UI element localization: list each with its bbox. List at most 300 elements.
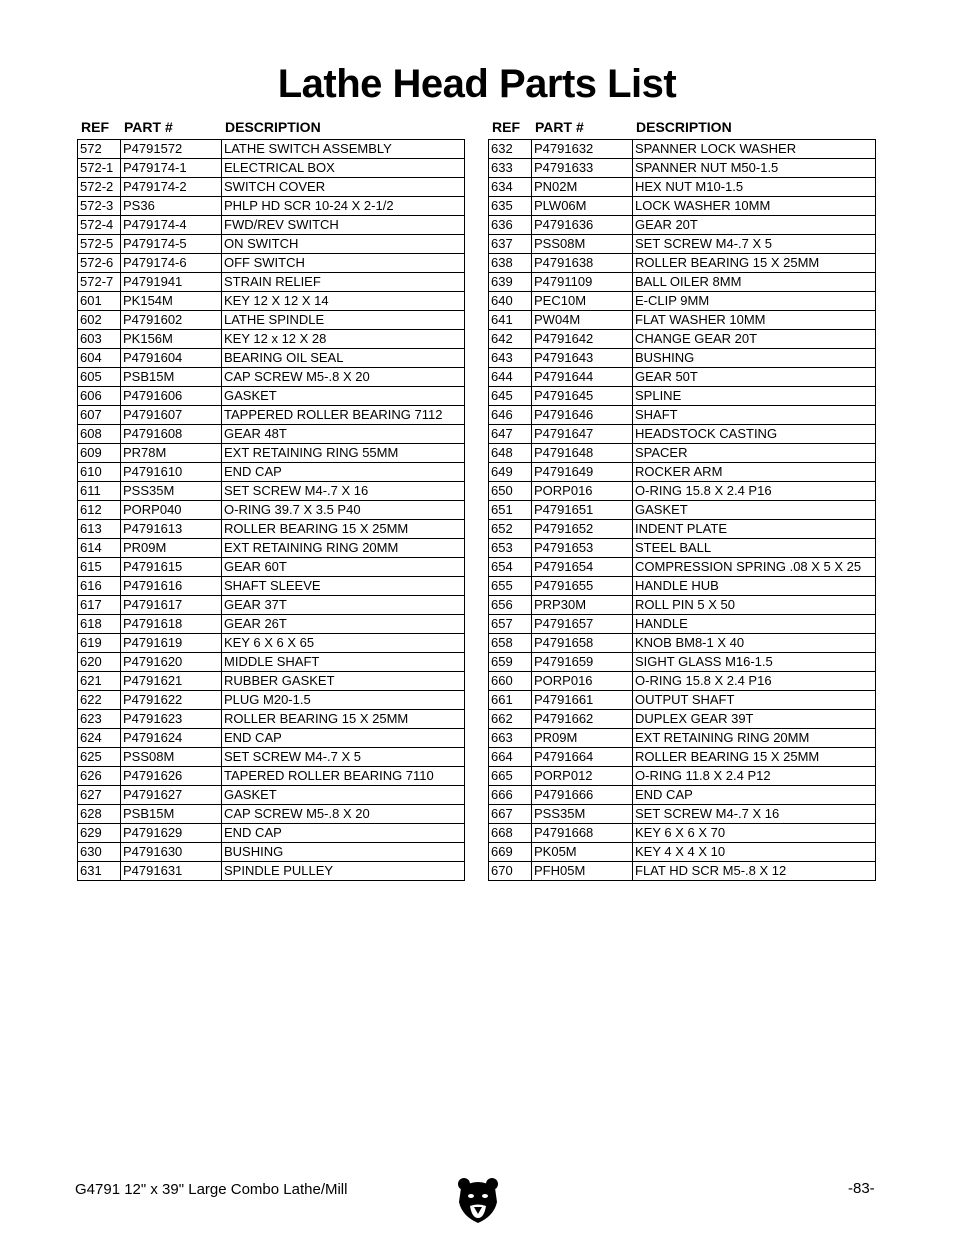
- description-cell: BEARING OIL SEAL: [224, 350, 344, 365]
- ref-cell: 606: [78, 387, 121, 405]
- part-header: PART #: [535, 119, 584, 135]
- table-row: [489, 786, 875, 805]
- part-number-cell: PSS08M: [121, 748, 222, 766]
- description-cell: FWD/REV SWITCH: [224, 217, 339, 232]
- table-row: [78, 558, 464, 577]
- ref-cell: 609: [78, 444, 121, 462]
- part-number-cell: PORP016: [532, 672, 633, 690]
- part-number-cell: P4791646: [532, 406, 633, 424]
- ref-cell: 604: [78, 349, 121, 367]
- description-cell: HANDLE HUB: [635, 578, 719, 593]
- part-number-cell: P4791655: [532, 577, 633, 595]
- description-cell: OFF SWITCH: [224, 255, 305, 270]
- description-cell: GEAR 37T: [224, 597, 287, 612]
- part-number-cell: P4791606: [121, 387, 222, 405]
- table-row: [78, 273, 464, 292]
- ref-cell: 624: [78, 729, 121, 747]
- ref-cell: 632: [489, 140, 532, 158]
- ref-cell: 623: [78, 710, 121, 728]
- table-row: [78, 653, 464, 672]
- ref-cell: 645: [489, 387, 532, 405]
- part-number-cell: P4791657: [532, 615, 633, 633]
- part-header: PART #: [124, 119, 173, 135]
- ref-cell: 622: [78, 691, 121, 709]
- ref-cell: 603: [78, 330, 121, 348]
- part-number-cell: P479174-6: [121, 254, 222, 272]
- part-number-cell: PORP040: [121, 501, 222, 519]
- ref-cell: 572-1: [78, 159, 121, 177]
- table-row: [78, 577, 464, 596]
- part-number-cell: P4791608: [121, 425, 222, 443]
- page-title: Lathe Head Parts List: [277, 62, 677, 106]
- table-row: [489, 577, 875, 596]
- part-number-cell: P4791666: [532, 786, 633, 804]
- description-cell: GASKET: [224, 787, 277, 802]
- ref-cell: 611: [78, 482, 121, 500]
- ref-cell: 657: [489, 615, 532, 633]
- ref-cell: 670: [489, 862, 532, 880]
- description-cell: RUBBER GASKET: [224, 673, 335, 688]
- page-number: -83-: [848, 1180, 875, 1197]
- ref-cell: 627: [78, 786, 121, 804]
- part-number-cell: P4791624: [121, 729, 222, 747]
- ref-cell: 666: [489, 786, 532, 804]
- ref-cell: 610: [78, 463, 121, 481]
- part-number-cell: P4791618: [121, 615, 222, 633]
- part-number-cell: PSB15M: [121, 368, 222, 386]
- part-number-cell: P4791616: [121, 577, 222, 595]
- ref-cell: 620: [78, 653, 121, 671]
- table-row: [78, 216, 464, 235]
- part-number-cell: PR09M: [532, 729, 633, 747]
- description-cell: LOCK WASHER 10MM: [635, 198, 771, 213]
- description-cell: STRAIN RELIEF: [224, 274, 321, 289]
- description-cell: LATHE SPINDLE: [224, 312, 325, 327]
- part-number-cell: P4791941: [121, 273, 222, 291]
- description-cell: HANDLE: [635, 616, 688, 631]
- ref-cell: 664: [489, 748, 532, 766]
- ref-header: REF: [81, 119, 109, 135]
- table-row: [489, 387, 875, 406]
- table-row: [489, 178, 875, 197]
- description-cell: KEY 6 X 6 X 70: [635, 825, 726, 840]
- description-cell: ELECTRICAL BOX: [224, 160, 335, 175]
- table-row: [489, 349, 875, 368]
- ref-cell: 618: [78, 615, 121, 633]
- part-number-cell: P4791661: [532, 691, 633, 709]
- ref-cell: 602: [78, 311, 121, 329]
- part-number-cell: P4791642: [532, 330, 633, 348]
- description-cell: END CAP: [224, 464, 282, 479]
- description-cell: KEY 12 x 12 X 28: [224, 331, 327, 346]
- table-body: [77, 139, 465, 881]
- ref-cell: 663: [489, 729, 532, 747]
- ref-cell: 612: [78, 501, 121, 519]
- table-row: [78, 729, 464, 748]
- part-number-cell: PK05M: [532, 843, 633, 861]
- description-cell: O-RING 15.8 X 2.4 P16: [635, 673, 772, 688]
- table-row: [78, 501, 464, 520]
- ref-cell: 572-2: [78, 178, 121, 196]
- description-cell: END CAP: [635, 787, 693, 802]
- part-number-cell: P4791644: [532, 368, 633, 386]
- table-row: [78, 805, 464, 824]
- description-cell: HEADSTOCK CASTING: [635, 426, 778, 441]
- description-cell: KEY 12 X 12 X 14: [224, 293, 329, 308]
- description-cell: GEAR 60T: [224, 559, 287, 574]
- description-cell: CHANGE GEAR 20T: [635, 331, 758, 346]
- table-row: [78, 634, 464, 653]
- table-row: [78, 197, 464, 216]
- table-row: [489, 216, 875, 235]
- ref-cell: 665: [489, 767, 532, 785]
- ref-cell: 668: [489, 824, 532, 842]
- table-header: [77, 117, 465, 139]
- table-row: [489, 368, 875, 387]
- part-number-cell: PLW06M: [532, 197, 633, 215]
- description-cell: FLAT WASHER 10MM: [635, 312, 766, 327]
- table-row: [78, 425, 464, 444]
- ref-cell: 613: [78, 520, 121, 538]
- part-number-cell: P4791629: [121, 824, 222, 842]
- description-cell: BUSHING: [224, 844, 284, 859]
- part-number-cell: P4791619: [121, 634, 222, 652]
- table-row: [489, 824, 875, 843]
- ref-cell: 572-7: [78, 273, 121, 291]
- description-cell: ROLLER BEARING 15 X 25MM: [635, 749, 820, 764]
- part-number-cell: P4791620: [121, 653, 222, 671]
- description-cell: SET SCREW M4-.7 X 16: [635, 806, 780, 821]
- table-row: [78, 311, 464, 330]
- part-number-cell: P4791613: [121, 520, 222, 538]
- description-cell: GEAR 50T: [635, 369, 698, 384]
- part-number-cell: P4791602: [121, 311, 222, 329]
- ref-cell: 572-3: [78, 197, 121, 215]
- description-cell: ON SWITCH: [224, 236, 299, 251]
- ref-cell: 658: [489, 634, 532, 652]
- table-row: [489, 159, 875, 178]
- description-cell: ROLLER BEARING 15 X 25MM: [224, 711, 409, 726]
- part-number-cell: P4791631: [121, 862, 222, 880]
- description-cell: LATHE SWITCH ASSEMBLY: [224, 141, 392, 156]
- table-row: [489, 805, 875, 824]
- part-number-cell: P4791659: [532, 653, 633, 671]
- table-row: [78, 691, 464, 710]
- ref-cell: 572-6: [78, 254, 121, 272]
- part-number-cell: P4791615: [121, 558, 222, 576]
- ref-cell: 630: [78, 843, 121, 861]
- description-cell: SET SCREW M4-.7 X 5: [224, 749, 362, 764]
- ref-cell: 636: [489, 216, 532, 234]
- part-number-cell: PR78M: [121, 444, 222, 462]
- description-cell: SIGHT GLASS M16-1.5: [635, 654, 773, 669]
- part-number-cell: PRP30M: [532, 596, 633, 614]
- part-number-cell: PK156M: [121, 330, 222, 348]
- part-number-cell: P479174-1: [121, 159, 222, 177]
- description-cell: FLAT HD SCR M5-.8 X 12: [635, 863, 787, 878]
- ref-cell: 631: [78, 862, 121, 880]
- part-number-cell: P4791109: [532, 273, 633, 291]
- description-cell: CAP SCREW M5-.8 X 20: [224, 369, 370, 384]
- part-number-cell: PR09M: [121, 539, 222, 557]
- ref-cell: 662: [489, 710, 532, 728]
- description-header: DESCRIPTION: [225, 119, 321, 135]
- table-row: [489, 406, 875, 425]
- ref-cell: 652: [489, 520, 532, 538]
- table-row: [78, 824, 464, 843]
- description-cell: EXT RETAINING RING 20MM: [635, 730, 810, 745]
- table-row: [78, 330, 464, 349]
- part-number-cell: P4791607: [121, 406, 222, 424]
- part-number-cell: P4791617: [121, 596, 222, 614]
- description-cell: E-CLIP 9MM: [635, 293, 710, 308]
- description-cell: ROLLER BEARING 15 X 25MM: [635, 255, 820, 270]
- part-number-cell: P4791636: [532, 216, 633, 234]
- ref-cell: 635: [489, 197, 532, 215]
- description-cell: GEAR 48T: [224, 426, 287, 441]
- table-row: [78, 596, 464, 615]
- part-number-cell: PW04M: [532, 311, 633, 329]
- ref-cell: 607: [78, 406, 121, 424]
- ref-cell: 572: [78, 140, 121, 158]
- table-row: [489, 140, 875, 159]
- part-number-cell: P4791653: [532, 539, 633, 557]
- table-row: [78, 539, 464, 558]
- description-cell: GASKET: [635, 502, 688, 517]
- table-row: [489, 634, 875, 653]
- table-row: [489, 710, 875, 729]
- table-row: [489, 862, 875, 880]
- description-cell: GEAR 26T: [224, 616, 287, 631]
- description-cell: PHLP HD SCR 10-24 X 2-1/2: [224, 198, 394, 213]
- ref-cell: 649: [489, 463, 532, 481]
- description-cell: BUSHING: [635, 350, 695, 365]
- part-number-cell: P4791633: [532, 159, 633, 177]
- part-number-cell: P4791651: [532, 501, 633, 519]
- ref-cell: 639: [489, 273, 532, 291]
- ref-cell: 661: [489, 691, 532, 709]
- description-cell: KEY 4 X 4 X 10: [635, 844, 726, 859]
- table-row: [489, 482, 875, 501]
- table-row: [489, 292, 875, 311]
- table-row: [489, 425, 875, 444]
- ref-cell: 651: [489, 501, 532, 519]
- part-number-cell: P4791643: [532, 349, 633, 367]
- table-row: [489, 501, 875, 520]
- ref-cell: 650: [489, 482, 532, 500]
- ref-cell: 656: [489, 596, 532, 614]
- description-header: DESCRIPTION: [636, 119, 732, 135]
- parts-table-left: [77, 117, 465, 881]
- description-cell: KNOB BM8-1 X 40: [635, 635, 745, 650]
- table-body: [488, 139, 876, 881]
- description-cell: KEY 6 X 6 X 65: [224, 635, 315, 650]
- table-row: [78, 159, 464, 178]
- table-row: [78, 444, 464, 463]
- table-row: [489, 254, 875, 273]
- table-row: [489, 691, 875, 710]
- description-cell: EXT RETAINING RING 20MM: [224, 540, 399, 555]
- ref-cell: 637: [489, 235, 532, 253]
- part-number-cell: P4791604: [121, 349, 222, 367]
- table-row: [489, 444, 875, 463]
- part-number-cell: P4791621: [121, 672, 222, 690]
- description-cell: TAPERED ROLLER BEARING 7110: [224, 768, 434, 783]
- part-number-cell: PORP012: [532, 767, 633, 785]
- part-number-cell: P479174-5: [121, 235, 222, 253]
- description-cell: EXT RETAINING RING 55MM: [224, 445, 399, 460]
- description-cell: O-RING 11.8 X 2.4 P12: [635, 768, 771, 783]
- description-cell: SET SCREW M4-.7 X 5: [635, 236, 773, 251]
- table-row: [78, 748, 464, 767]
- part-number-cell: PN02M: [532, 178, 633, 196]
- description-cell: ROLL PIN 5 X 50: [635, 597, 735, 612]
- table-row: [78, 482, 464, 501]
- description-cell: GEAR 20T: [635, 217, 698, 232]
- description-cell: END CAP: [224, 825, 282, 840]
- part-number-cell: P4791648: [532, 444, 633, 462]
- ref-cell: 642: [489, 330, 532, 348]
- ref-cell: 619: [78, 634, 121, 652]
- ref-cell: 625: [78, 748, 121, 766]
- part-number-cell: P4791638: [532, 254, 633, 272]
- table-row: [78, 254, 464, 273]
- description-cell: BALL OILER 8MM: [635, 274, 742, 289]
- part-number-cell: PSS35M: [532, 805, 633, 823]
- table-row: [78, 349, 464, 368]
- description-cell: PLUG M20-1.5: [224, 692, 311, 707]
- part-number-cell: PFH05M: [532, 862, 633, 880]
- description-cell: SWITCH COVER: [224, 179, 326, 194]
- part-number-cell: P4791610: [121, 463, 222, 481]
- table-row: [78, 786, 464, 805]
- table-row: [489, 273, 875, 292]
- ref-cell: 669: [489, 843, 532, 861]
- table-row: [489, 520, 875, 539]
- part-number-cell: PSB15M: [121, 805, 222, 823]
- part-number-cell: PEC10M: [532, 292, 633, 310]
- part-number-cell: P4791649: [532, 463, 633, 481]
- ref-cell: 615: [78, 558, 121, 576]
- ref-cell: 633: [489, 159, 532, 177]
- ref-cell: 608: [78, 425, 121, 443]
- description-cell: SHAFT SLEEVE: [224, 578, 321, 593]
- table-row: [78, 292, 464, 311]
- ref-cell: 643: [489, 349, 532, 367]
- ref-cell: 660: [489, 672, 532, 690]
- part-number-cell: P4791630: [121, 843, 222, 861]
- table-row: [489, 197, 875, 216]
- table-row: [489, 311, 875, 330]
- table-row: [78, 767, 464, 786]
- table-row: [489, 330, 875, 349]
- description-cell: GASKET: [224, 388, 277, 403]
- part-number-cell: P4791664: [532, 748, 633, 766]
- part-number-cell: PSS35M: [121, 482, 222, 500]
- part-number-cell: P4791632: [532, 140, 633, 158]
- ref-cell: 634: [489, 178, 532, 196]
- part-number-cell: PORP016: [532, 482, 633, 500]
- table-row: [489, 748, 875, 767]
- ref-cell: 605: [78, 368, 121, 386]
- part-number-cell: PK154M: [121, 292, 222, 310]
- ref-cell: 641: [489, 311, 532, 329]
- table-row: [489, 767, 875, 786]
- description-cell: HEX NUT M10-1.5: [635, 179, 744, 194]
- part-number-cell: P4791627: [121, 786, 222, 804]
- ref-cell: 614: [78, 539, 121, 557]
- description-cell: SHAFT: [635, 407, 678, 422]
- table-row: [489, 843, 875, 862]
- table-row: [489, 235, 875, 254]
- ref-cell: 647: [489, 425, 532, 443]
- ref-cell: 628: [78, 805, 121, 823]
- part-number-cell: P4791622: [121, 691, 222, 709]
- description-cell: O-RING 39.7 X 3.5 P40: [224, 502, 361, 517]
- part-number-cell: P4791658: [532, 634, 633, 652]
- table-row: [489, 463, 875, 482]
- table-row: [78, 406, 464, 425]
- description-cell: END CAP: [224, 730, 282, 745]
- ref-cell: 644: [489, 368, 532, 386]
- ref-cell: 655: [489, 577, 532, 595]
- table-row: [78, 368, 464, 387]
- description-cell: ROLLER BEARING 15 X 25MM: [224, 521, 409, 536]
- table-row: [489, 653, 875, 672]
- table-row: [78, 843, 464, 862]
- description-cell: COMPRESSION SPRING .08 X 5 X 25: [635, 559, 862, 574]
- ref-cell: 653: [489, 539, 532, 557]
- ref-cell: 654: [489, 558, 532, 576]
- table-row: [78, 862, 464, 880]
- ref-cell: 629: [78, 824, 121, 842]
- description-cell: SPANNER LOCK WASHER: [635, 141, 797, 156]
- ref-cell: 621: [78, 672, 121, 690]
- part-number-cell: P479174-4: [121, 216, 222, 234]
- table-row: [78, 710, 464, 729]
- footer-model-text: G4791 12" x 39" Large Combo Lathe/Mill: [75, 1181, 348, 1198]
- table-row: [78, 463, 464, 482]
- ref-cell: 572-5: [78, 235, 121, 253]
- part-number-cell: P4791645: [532, 387, 633, 405]
- table-row: [489, 596, 875, 615]
- table-row: [489, 539, 875, 558]
- ref-cell: 601: [78, 292, 121, 310]
- ref-cell: 648: [489, 444, 532, 462]
- part-number-cell: P4791668: [532, 824, 633, 842]
- part-number-cell: P4791623: [121, 710, 222, 728]
- table-row: [78, 387, 464, 406]
- table-row: [78, 672, 464, 691]
- description-cell: SPLINE: [635, 388, 682, 403]
- description-cell: SPINDLE PULLEY: [224, 863, 334, 878]
- description-cell: STEEL BALL: [635, 540, 712, 555]
- part-number-cell: P4791647: [532, 425, 633, 443]
- part-number-cell: P4791626: [121, 767, 222, 785]
- table-row: [78, 235, 464, 254]
- ref-cell: 572-4: [78, 216, 121, 234]
- ref-cell: 667: [489, 805, 532, 823]
- part-number-cell: P4791654: [532, 558, 633, 576]
- table-row: [489, 729, 875, 748]
- description-cell: OUTPUT SHAFT: [635, 692, 735, 707]
- table-row: [489, 672, 875, 691]
- part-number-cell: PSS08M: [532, 235, 633, 253]
- ref-cell: 646: [489, 406, 532, 424]
- description-cell: TAPPERED ROLLER BEARING 7112: [224, 407, 443, 422]
- ref-cell: 616: [78, 577, 121, 595]
- bear-head-logo-icon: [457, 1176, 499, 1224]
